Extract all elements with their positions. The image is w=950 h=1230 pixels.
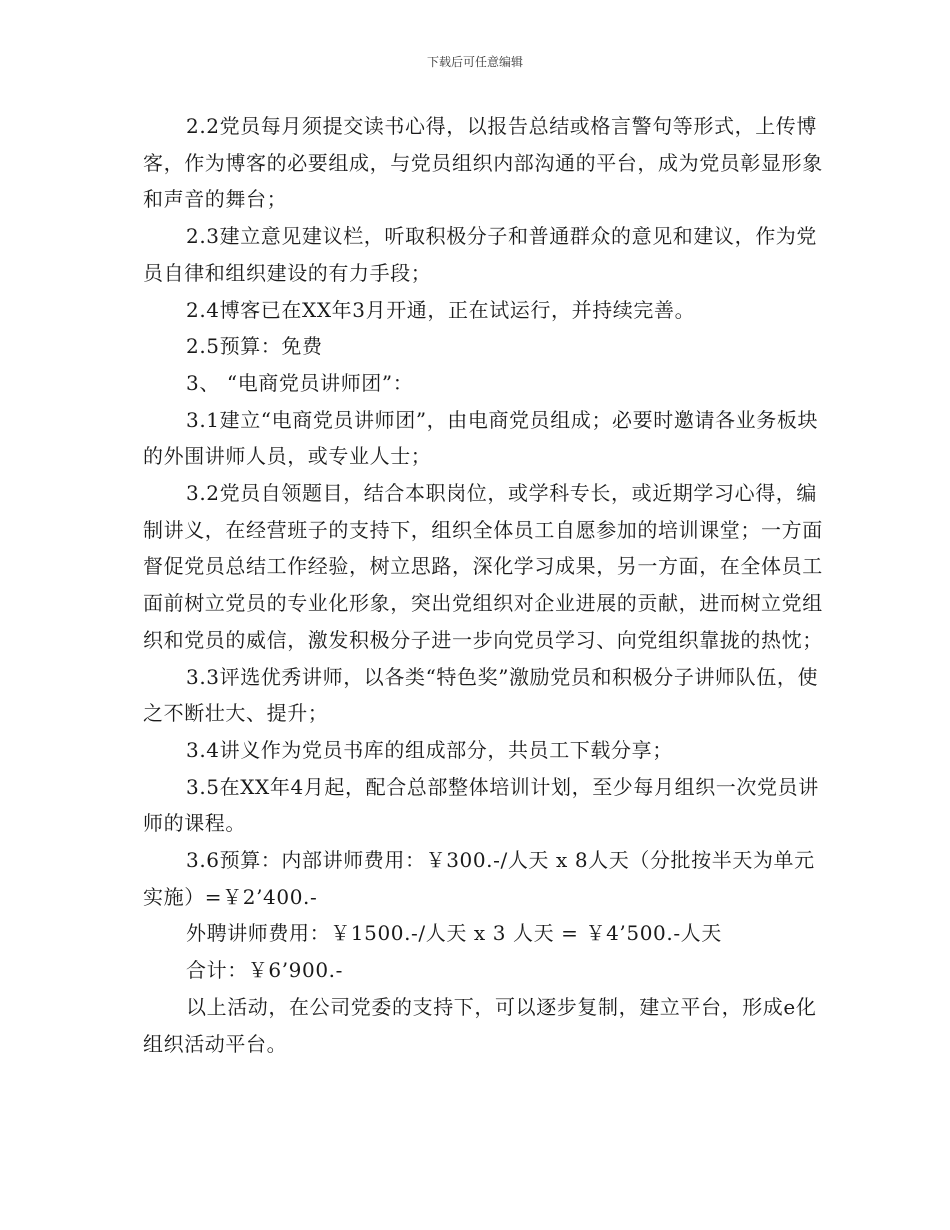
paragraph-2-5: 2.5预算：免费	[186, 334, 323, 359]
paragraph-2-3: 2.3建立意见建议栏，听取积极分子和普通群众的意见和建议，作为党员自律和组织建设的有力手段；	[143, 224, 818, 285]
paragraph-3-1: 3.1建立“电商党员讲师团”，由电商党员组成；必要时邀请各业务板块的外围讲师人员，或专业人士；	[143, 407, 819, 469]
paragraph-external-fee: 外聘讲师费用：￥1500.-/人天 x 3 人天 = ￥4’500.-人天	[186, 921, 722, 946]
paragraph-3-6: 3.6预算：内部讲师费用：￥300.-/人天 x 8人天（分批按半天为单元实施）=￥2’400.-	[143, 848, 815, 909]
page-header: 下载后可任意编辑	[426, 55, 523, 69]
paragraph-3-3: 3.3评选优秀讲师，以各类“特色奖”激励党员和积极分子讲师队伍，使之不断壮大、提升；	[143, 664, 819, 726]
paragraph-3-4: 3.4讲义作为党员书库的组成部分，共员工下载分享；	[186, 737, 673, 762]
paragraph-conclusion: 以上活动，在公司党委的支持下，可以逐步复制，建立平台，形成e化组织活动平台。	[143, 994, 817, 1056]
paragraph-2-4: 2.4博客已在XX年3月开通，正在试运行，并持续完善。	[186, 297, 696, 322]
paragraph-2-2: 2.2党员每月须提交读书心得，以报告总结或格言警句等形式，上传博客，作为博客的必要组成，与党员组织内部沟通的平台，成为党员彰显形象和声音的舞台；	[143, 114, 823, 212]
paragraph-total: 合计：￥6’900.-	[186, 958, 343, 983]
paragraph-3-2: 3.2党员自领题目，结合本职岗位，或学科专长，或近期学习心得，编制讲义，在经营班子的支持下，组织全体员工自愿参加的培训课堂；一方面督促党员总结工作经验，树立思路，深化学习成果，另一方面，在全体员工面前树立党员的专业化形象，突出党组织对企业进展的贡献，进而树立党组织和党员的威信，激发积极分子进一步向党员学习、向党组织靠拢的热忱；	[143, 481, 823, 652]
paragraph-3-5: 3.5在XX年4月起，配合总部整体培训计划，至少每月组织一次党员讲师的课程。	[143, 774, 819, 836]
section-3-heading: 3、 “电商党员讲师团”：	[186, 370, 414, 395]
document-body	[143, 108, 823, 1062]
